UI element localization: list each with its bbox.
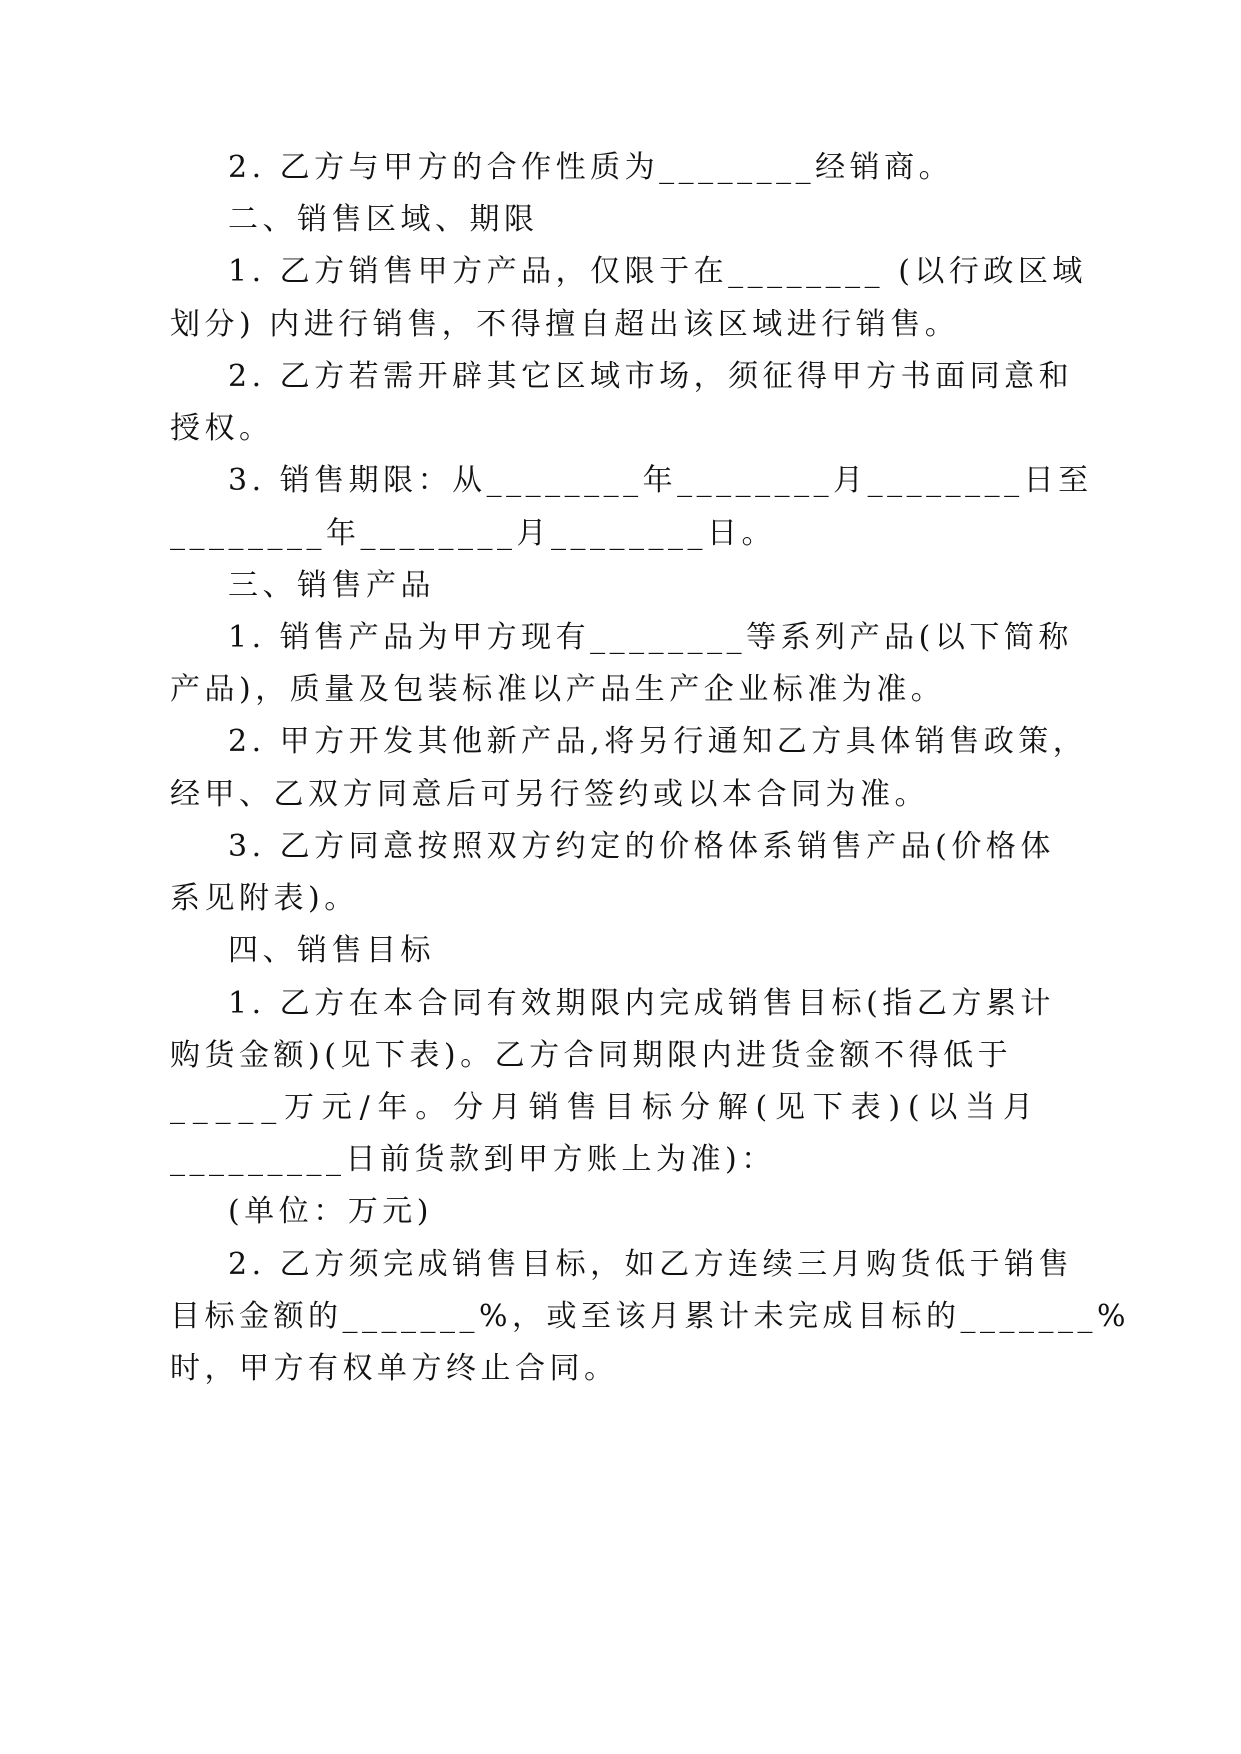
- clause-2-cooperation-nature: 2. 乙方与甲方的合作性质为________经销商。: [228, 150, 954, 185]
- clause-1-sales-target-line-2: 购货金额)(见下表)。乙方合同期限内进货金额不得低于: [170, 1038, 1013, 1073]
- clause-2-termination-line-3: 时，甲方有权单方终止合同。: [170, 1351, 619, 1386]
- clause-1-products-line-1: 1. 销售产品为甲方现有________等系列产品(以下简称: [228, 620, 1073, 655]
- section-heading-sales-area-term: 二、销售区域、期限: [228, 202, 539, 237]
- clause-2-termination-line-2: 目标金额的_______%，或至该月累计未完成目标的_______%: [170, 1299, 1131, 1334]
- unit-note: (单位：万元): [228, 1194, 433, 1229]
- clause-2-new-products-line-2: 经甲、乙双方同意后可另行签约或以本合同为准。: [170, 777, 929, 812]
- clause-1-sales-target-line-3: _____万元/年。分月销售目标分解(见下表)(以当月: [170, 1090, 1041, 1125]
- clause-2-other-regions-line-2: 授权。: [170, 411, 274, 446]
- clause-2-new-products-line-1: 2. 甲方开发其他新产品,将另行通知乙方具体销售政策，: [228, 724, 1088, 759]
- section-heading-sales-target: 四、销售目标: [228, 933, 435, 968]
- clause-1-products-line-2: 产品)，质量及包装标准以产品生产企业标准为准。: [170, 672, 946, 707]
- clause-1-sales-area-line-1: 1. 乙方销售甲方产品，仅限于在________ (以行政区域: [228, 254, 1087, 289]
- clause-2-other-regions-line-1: 2. 乙方若需开辟其它区域市场，须征得甲方书面同意和: [228, 359, 1074, 394]
- clause-1-sales-area-line-2: 划分) 内进行销售，不得擅自超出该区域进行销售。: [170, 307, 960, 342]
- clause-3-sales-term-line-1: 3. 销售期限：从________年________月________日至: [228, 463, 1093, 498]
- clause-1-sales-target-line-4: _________日前货款到甲方账上为准)：: [170, 1142, 776, 1177]
- clause-3-price-system-line-2: 系见附表)。: [170, 881, 359, 916]
- section-heading-sales-products: 三、销售产品: [228, 568, 435, 603]
- clause-1-sales-target-line-1: 1. 乙方在本合同有效期限内完成销售目标(指乙方累计: [228, 986, 1055, 1021]
- clause-3-sales-term-line-2: ________年________月________日。: [170, 516, 776, 551]
- clause-3-price-system-line-1: 3. 乙方同意按照双方约定的价格体系销售产品(价格体: [228, 829, 1055, 864]
- clause-2-termination-line-1: 2. 乙方须完成销售目标，如乙方连续三月购货低于销售: [228, 1247, 1074, 1282]
